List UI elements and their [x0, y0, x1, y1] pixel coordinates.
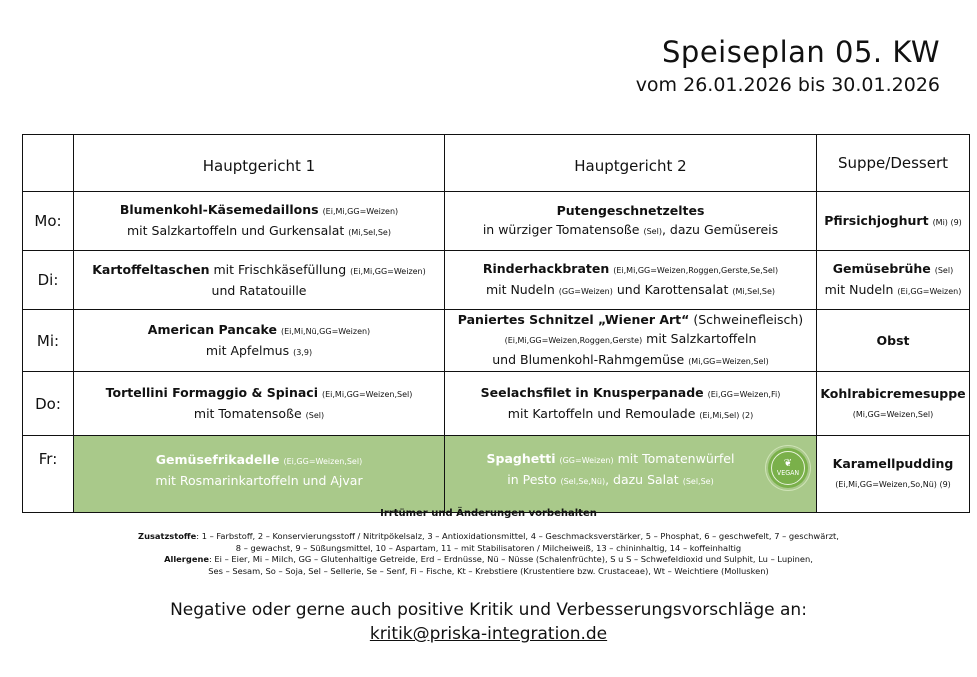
dish-text: , dazu Gemüsereis [661, 222, 779, 237]
dish-line [74, 450, 444, 471]
dish-line [817, 473, 969, 494]
dish-line [74, 260, 444, 281]
allergen-codes: (Mi,Sel,Se) [348, 228, 391, 237]
dish-text: (Schweinefleisch) [689, 312, 804, 327]
menu-cell [817, 310, 970, 372]
allergen-codes: (Mi,GG=Weizen,Sel) [852, 409, 934, 419]
allergens-line-2: Ses – Sesam, So – Soja, Sel – Sellerie, Se – Senf, Fi – Fische, Kt – Krebstiere (Krustentiere bzw. Crustaceae), Wt – Weichtiere (Mollusken) [208, 565, 769, 576]
dish-name: Gemüsefrikadelle [155, 452, 280, 467]
dish-line [74, 383, 444, 404]
dish-name: Tortellini Formaggio & Spinaci [105, 384, 318, 400]
dish-text: mit Apfelmus [205, 342, 290, 358]
dish-text: in würziger Tomatensoße [482, 222, 640, 237]
dish-line [817, 403, 969, 424]
table-row [23, 251, 970, 310]
feedback-email-link[interactable]: kritik@priska-integration.de [369, 624, 608, 644]
allergen-codes: (Ei,Mi,GG=Weizen) [350, 267, 426, 276]
allergens-label: Allergene [164, 554, 209, 564]
additives-text: : 1 – Farbstoff, 2 – Konservierungsstoff / Nitritpökelsalz, 3 – Antioxidationsmittel, 4 – Geschmacksverstärker, 5 – Phosphat, 6 – geschwefelt, 7 – geschwärzt, [196, 531, 839, 541]
allergen-codes: (Sel,Se,Nü) [560, 477, 606, 486]
menu-cell [445, 192, 817, 251]
dish-name: Pfirsichjoghurt [824, 212, 929, 228]
allergen-codes: (Ei,Mi,GG=Weizen,Roggen,Gerste) [504, 336, 643, 345]
dish-line [817, 384, 969, 403]
dish-line [74, 200, 444, 221]
day-label: Di: [23, 251, 74, 310]
dish-name: Kohlrabicremesuppe [820, 385, 966, 401]
vegan-badge-icon [768, 448, 808, 488]
disclaimer: Irrtümer und Änderungen vorbehalten [380, 508, 597, 519]
additives-line-2: 8 – gewachst, 9 – Süßungsmittel, 10 – Aspartam, 11 – mit Stabilisatoren / Milcheiweiß, 13 – chininhaltig, 14 – koffeinhaltig [235, 542, 742, 553]
header-hauptgericht-1: Hauptgericht 1 [74, 135, 445, 192]
allergen-codes: (Sel) [305, 410, 325, 420]
dish-name: Seelachsfilet in Knusperpanade [480, 384, 704, 400]
dish-text: mit Tomatenwürfel [613, 451, 735, 466]
header-suppe-dessert: Suppe/Dessert [817, 135, 970, 192]
feedback-section [0, 598, 977, 646]
header-day [23, 135, 74, 192]
dish-name: Gemüsebrühe [832, 261, 931, 276]
allergen-codes: (Mi) (9) [932, 217, 962, 227]
table-row [23, 436, 970, 513]
allergen-codes: (Ei,Mi,Nü,GG=Weizen) [280, 326, 371, 336]
header-hauptgericht-2: Hauptgericht 2 [445, 135, 817, 192]
dish-line [817, 211, 969, 232]
allergen-codes: (Ei,GG=Weizen,Fi) [707, 389, 781, 399]
dish-text: in Pesto [507, 472, 557, 487]
dish-line [445, 449, 776, 470]
allergen-codes: (Sel) [934, 266, 954, 275]
dish-text: mit Salzkartoffeln und Gurkensalat [127, 223, 345, 238]
dish-name: Blumenkohl-Käsemedaillons [119, 202, 319, 217]
menu-cell [445, 251, 817, 310]
allergen-codes: (Ei,Mi,GG=Weizen,Sel) [321, 389, 413, 399]
dish-name: Rinderhackbraten [482, 261, 610, 276]
legend [0, 531, 977, 577]
dish-line [445, 310, 816, 329]
allergen-codes: (GG=Weizen) [558, 287, 613, 296]
menu-cell [74, 310, 445, 372]
dish-line [74, 341, 444, 362]
dish-text: und Blumenkohl-Rahmgemüse [492, 352, 685, 367]
dish-name: Kartoffeltaschen [92, 262, 210, 277]
dish-text: mit Kartoffeln und Remoulade [507, 405, 696, 421]
page-header [636, 34, 940, 98]
dish-line [74, 281, 444, 300]
menu-cell [445, 372, 817, 436]
date-range: vom 26.01.2026 bis 30.01.2026 [635, 74, 940, 96]
additives-line-1 [0, 531, 977, 543]
feedback-text: Negative oder gerne auch positive Kritik und Verbesserungsvorschläge an: [170, 600, 807, 620]
dish-line [74, 320, 444, 341]
allergen-codes: (Ei,GG=Weizen,Sel) [283, 457, 363, 466]
day-label: Mo: [23, 192, 74, 251]
menu-cell [74, 436, 445, 513]
additives-label: Zusatzstoffe [138, 531, 197, 541]
allergen-codes: (GG=Weizen) [559, 456, 614, 465]
dish-text: mit Nudeln [485, 282, 555, 297]
dish-text: , dazu Salat [605, 472, 679, 487]
menu-cell [74, 251, 445, 310]
dish-line [74, 221, 444, 242]
dish-line [817, 454, 969, 473]
menu-cell [74, 192, 445, 251]
table-row [23, 192, 970, 251]
dish-line [445, 220, 816, 241]
allergen-codes: (Sel) [643, 227, 662, 236]
dish-line [445, 404, 816, 425]
allergen-codes: (Ei,Mi,Sel) (2) [699, 410, 754, 420]
allergen-codes: (Ei,GG=Weizen) [897, 287, 962, 296]
allergen-codes: (Ei,Mi,GG=Weizen,So,Nü) (9) [835, 480, 951, 489]
dish-name: American Pancake [147, 321, 277, 337]
dish-line [817, 331, 969, 350]
dish-name: Putengeschnetzeltes [556, 203, 705, 218]
dish-line [445, 201, 816, 220]
allergens-text: : Ei – Eier, Mi – Milch, GG – Glutenhaltige Getreide, Erd – Erdnüsse, Nü – Nüsse (Schalenfrüchte), S u S – Schwefeldioxid und Sulphit, Lu – Lupinen, [209, 554, 813, 564]
dish-name: Spaghetti [486, 451, 556, 466]
dish-text: mit Frischkäsefüllung [209, 262, 347, 277]
day-label: Mi: [23, 310, 74, 372]
dish-text: mit Salzkartoffeln [642, 331, 757, 346]
leaf-icon: ❦ [783, 457, 793, 469]
allergen-codes: (Mi,GG=Weizen,Sel) [688, 357, 769, 366]
allergens-line-1 [0, 554, 977, 566]
dish-line [445, 259, 816, 280]
dish-line [445, 329, 816, 350]
menu-cell [445, 436, 817, 513]
table-row [23, 310, 970, 372]
vegan-label: VEGAN [776, 468, 800, 477]
dish-line [74, 471, 444, 490]
menu-cell [817, 436, 970, 513]
allergen-codes: (Ei,Mi,GG=Weizen,Roggen,Gerste,Se,Sel) [613, 266, 779, 275]
dish-line [445, 280, 816, 301]
table-header-row [23, 135, 970, 192]
allergen-codes: (Ei,Mi,GG=Weizen) [322, 207, 399, 216]
menu-cell [445, 310, 817, 372]
dish-line [817, 280, 969, 301]
dish-text: und Karottensalat [612, 282, 729, 297]
dish-line [817, 259, 969, 280]
dish-line [74, 404, 444, 425]
day-label: Do: [23, 372, 74, 436]
dish-name: Karamellpudding [832, 456, 954, 471]
allergen-codes: (Sel,Se) [682, 477, 714, 486]
dish-line [445, 350, 816, 371]
menu-cell [74, 372, 445, 436]
allergen-codes: (Mi,Sel,Se) [732, 287, 776, 296]
menu-table [22, 134, 970, 513]
dish-text: mit Rosmarinkartoffeln und Ajvar [155, 473, 363, 488]
badge-ring [771, 451, 805, 485]
dish-line [445, 383, 816, 404]
dish-line [445, 470, 776, 491]
dish-text: mit Nudeln [824, 282, 894, 297]
page-title: Speiseplan 05. KW [662, 35, 940, 69]
dish-name: Obst [876, 333, 910, 348]
menu-cell [817, 192, 970, 251]
allergen-codes: (3,9) [293, 347, 313, 357]
menu-cell [817, 372, 970, 436]
table-row [23, 372, 970, 436]
day-label: Fr: [23, 436, 74, 513]
dish-text: und Ratatouille [211, 283, 307, 298]
menu-cell [817, 251, 970, 310]
dish-name: Paniertes Schnitzel „Wiener Art“ [457, 312, 690, 327]
dish-text: mit Tomatensoße [193, 405, 302, 421]
